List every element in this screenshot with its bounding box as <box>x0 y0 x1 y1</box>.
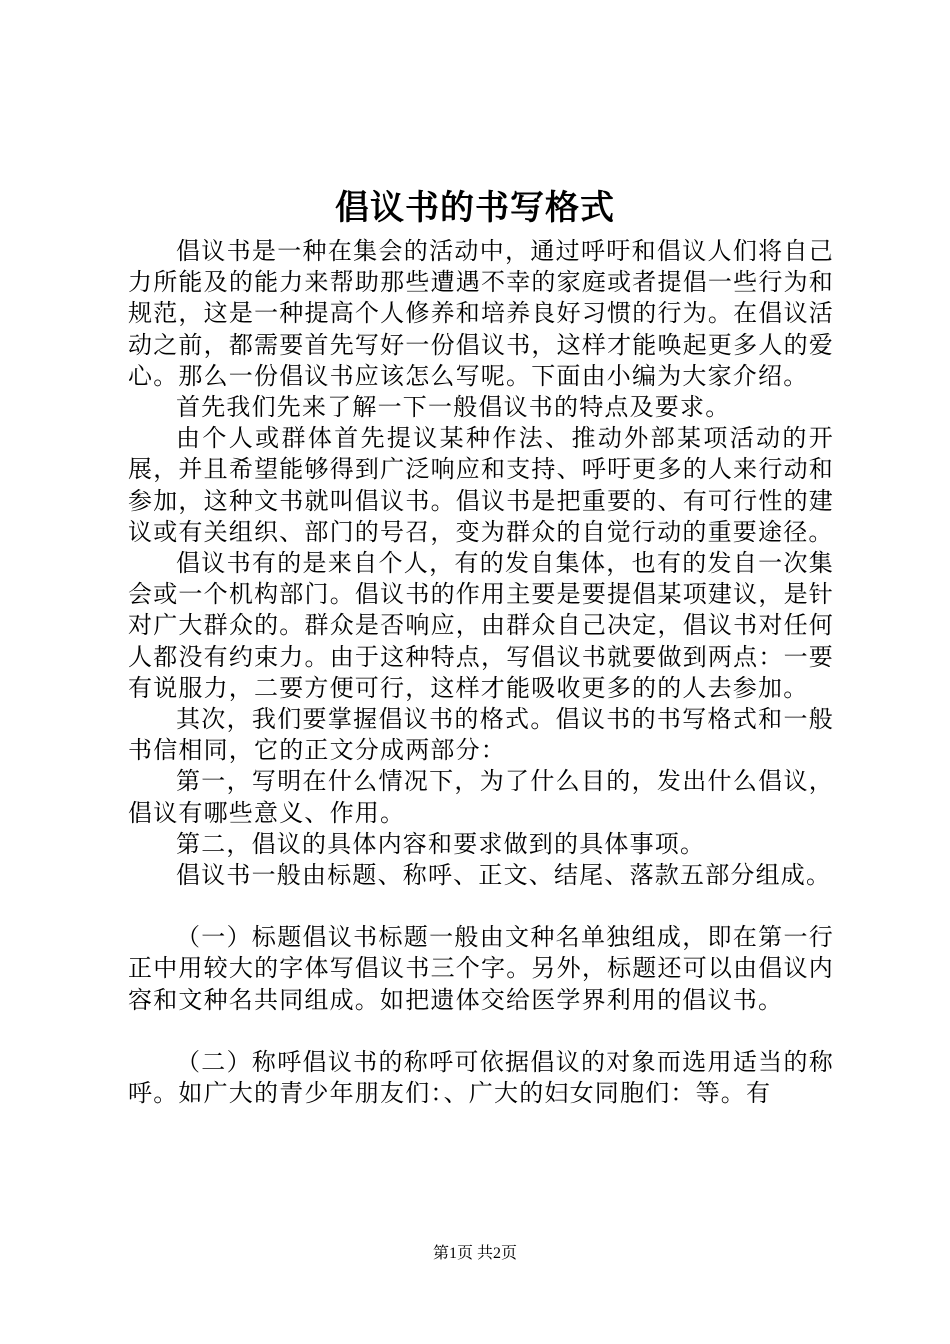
document-title: 倡议书的书写格式 <box>335 188 615 228</box>
paragraph-source-and-role: 倡议书有的是来自个人，有的发自集体，也有的发自一次集会或一个机构部门。倡议书的作用主要是要提倡某项建议，是针对广大群众的。群众是否响应，由群众自己决定，倡议书对任何人都没有约束力。由于这种特点，写倡议书就要做到两点：一要有说服力，二要方便可行，这样才能吸收更多的的人去参加。 <box>128 549 834 702</box>
page-number-footer: 第1页 共2页 <box>432 1245 517 1262</box>
paragraph-title-section: （一）标题倡议书标题一般由文种名单独组成，即在第一行正中用较大的字体写倡议书三个字。另外，标题还可以由倡议内容和文种名共同组成。如把遗体交给医学界利用的倡议书。 <box>128 923 834 1014</box>
paragraph-intro: 倡议书是一种在集会的活动中，通过呼吁和倡议人们将自己力所能及的能力来帮助那些遭遇不幸的家庭或者提倡一些行为和规范，这是一种提高个人修养和培养良好习惯的行为。在倡议活动之前，都需要首先写好一份倡议书，这样才能唤起更多人的爱心。那么一份倡议书应该怎么写呢。下面由小编为大家介绍。 <box>128 237 834 390</box>
paragraph-salutation-section: （二）称呼倡议书的称呼可依据倡议的对象而选用适当的称呼。如广大的青少年朋友们：、广大的妇女同胞们：等。有 <box>128 1047 834 1108</box>
paragraph-format-lead: 其次，我们要掌握倡议书的格式。倡议书的书写格式和一般书信相同，它的正文分成两部分： <box>128 705 834 765</box>
paragraph-part-one: 第一，写明在什么情况下，为了什么目的，发出什么倡议，倡议有哪些意义、作用。 <box>128 767 834 827</box>
paragraph-part-two: 第二，倡议的具体内容和要求做到的具体事项。 <box>176 829 706 858</box>
paragraph-features-lead: 首先我们先来了解一下一般倡议书的特点及要求。 <box>176 393 731 422</box>
paragraph-structure: 倡议书一般由标题、称呼、正文、结尾、落款五部分组成。 <box>176 861 832 890</box>
document-body <box>128 236 834 1109</box>
paragraph-definition: 由个人或群体首先提议某种作法、推动外部某项活动的开展，并且希望能够得到广泛响应和支持、呼吁更多的人来行动和参加，这种文书就叫倡议书。倡议书是把重要的、有可行性的建议或有关组织、部门的号召，变为群众的自觉行动的重要途径。 <box>128 424 834 546</box>
